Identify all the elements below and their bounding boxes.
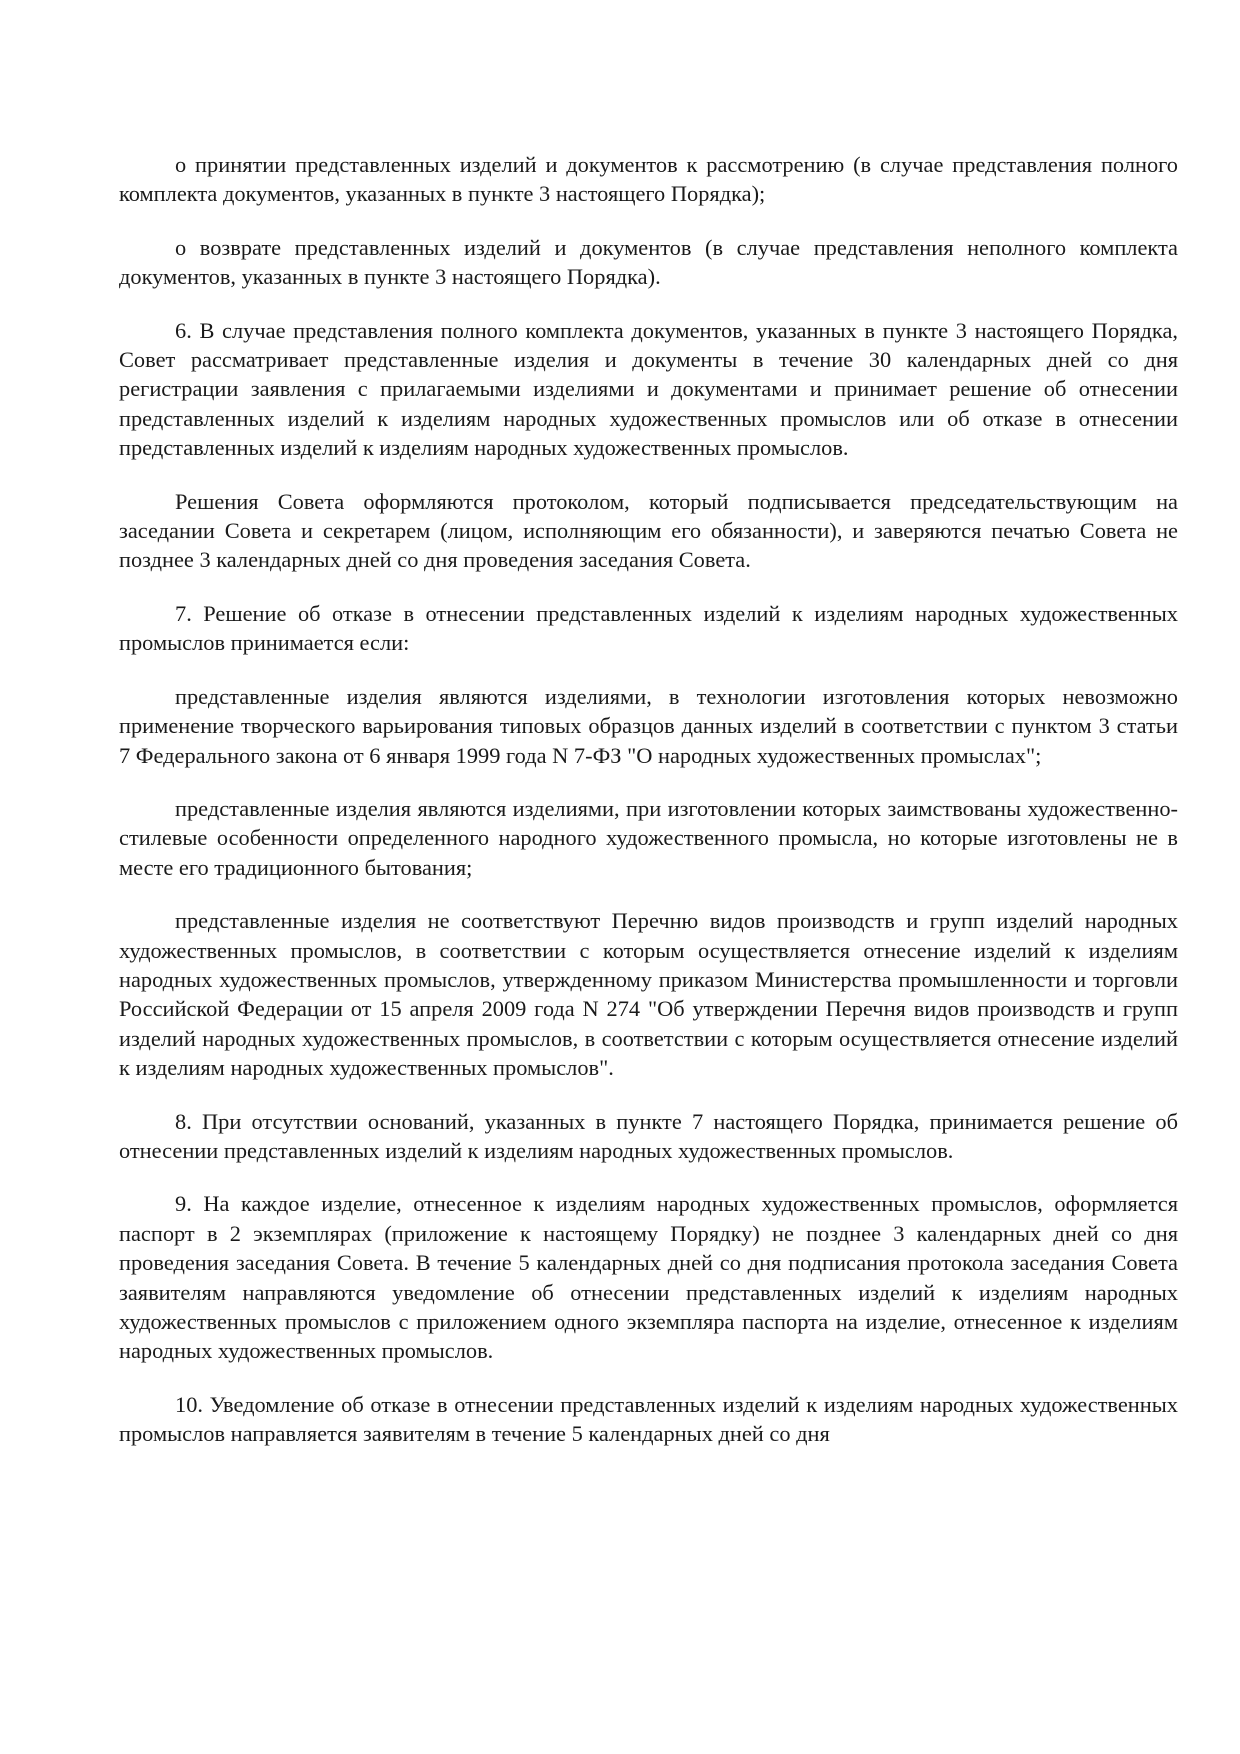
paragraph-clause-9: 9. На каждое изделие, отнесенное к изделиям народных художественных промыслов, оформляется паспорт в 2 экземплярах (приложение к настоящему Порядку) не позднее 3 календарных дней со дня проведения заседания Совета. В течение 5 календарных дней со дня подписания протокола заседания Совета заявителям направляются уведомление об отнесении представленных изделий к изделиям народных художественных промыслов с приложением одного экземпляра паспорта на изделие, отнесенное к изделиям народных художественных промыслов. (119, 1191, 1178, 1364)
paragraph-acceptance-decision: о принятии представленных изделий и документов к рассмотрению (в случае представления полного комплекта документов, указанных в пункте 3 настоящего Порядка); (119, 152, 1178, 207)
paragraph-clause-6: 6. В случае представления полного комплекта документов, указанных в пункте 3 настоящего Порядка, Совет рассматривает представленные изделия и документы в течение 30 календарных дней со дня регистрации заявления с прилагаемыми изделиями и документами и принимает решение об отнесении представленных изделий к изделиям народных художественных промыслов или об отказе в отнесении представленных изделий к изделиям народных художественных промыслов. (119, 317, 1178, 461)
paragraph-return-decision: о возврате представленных изделий и документов (в случае представления неполного комплекта документов, указанных в пункте 3 настоящего Порядка). (119, 234, 1178, 290)
paragraph-refusal-reason-1: представленные изделия являются изделиями, в технологии изготовления которых невозможно применение творческого варьирования типовых образцов данных изделий в соответствии с пунктом 3 статьи 7 Федерального закона от 6 января 1999 года N 7-ФЗ "О народных художественных промыслах"; (119, 683, 1178, 768)
paragraph-council-decisions: Решения Совета оформляются протоколом, который подписывается председательствующим на заседании Совета и секретарем (лицом, исполняющим его обязанности), и заверяются печатью Совета не позднее 3 календарных дней со дня проведения заседания Совета. (119, 488, 1178, 573)
paragraph-refusal-reason-2: представленные изделия являются изделиями, при изготовлении которых заимствованы художественно-стилевые особенности определенного народного художественного промысла, но которые изготовлены не в месте его традиционного бытования; (119, 795, 1178, 880)
paragraph-clause-7: 7. Решение об отказе в отнесении представленных изделий к изделиям народных художественных промыслов принимается если: (119, 600, 1178, 656)
document-page (119, 150, 1178, 1473)
paragraph-refusal-reason-3: представленные изделия не соответствуют Перечню видов производств и групп изделий народных художественных промыслов, в соответствии с которым осуществляется отнесение изделий к изделиям народных художественных промыслов, утвержденному приказом Министерства промышленности и торговли Российской Федерации от 15 апреля 2009 года N 274 "Об утверждении Перечня видов производств и групп изделий народных художественных промыслов, в соответствии с которым осуществляется отнесение изделий к изделиям народных художественных промыслов". (119, 908, 1178, 1081)
paragraph-clause-8: 8. При отсутствии оснований, указанных в пункте 7 настоящего Порядка, принимается решение об отнесении представленных изделий к изделиям народных художественных промыслов. (119, 1108, 1178, 1163)
paragraph-clause-10: 10. Уведомление об отказе в отнесении представленных изделий к изделиям народных художественных промыслов направляется заявителям в течение 5 календарных дней со дня (119, 1391, 1178, 1447)
